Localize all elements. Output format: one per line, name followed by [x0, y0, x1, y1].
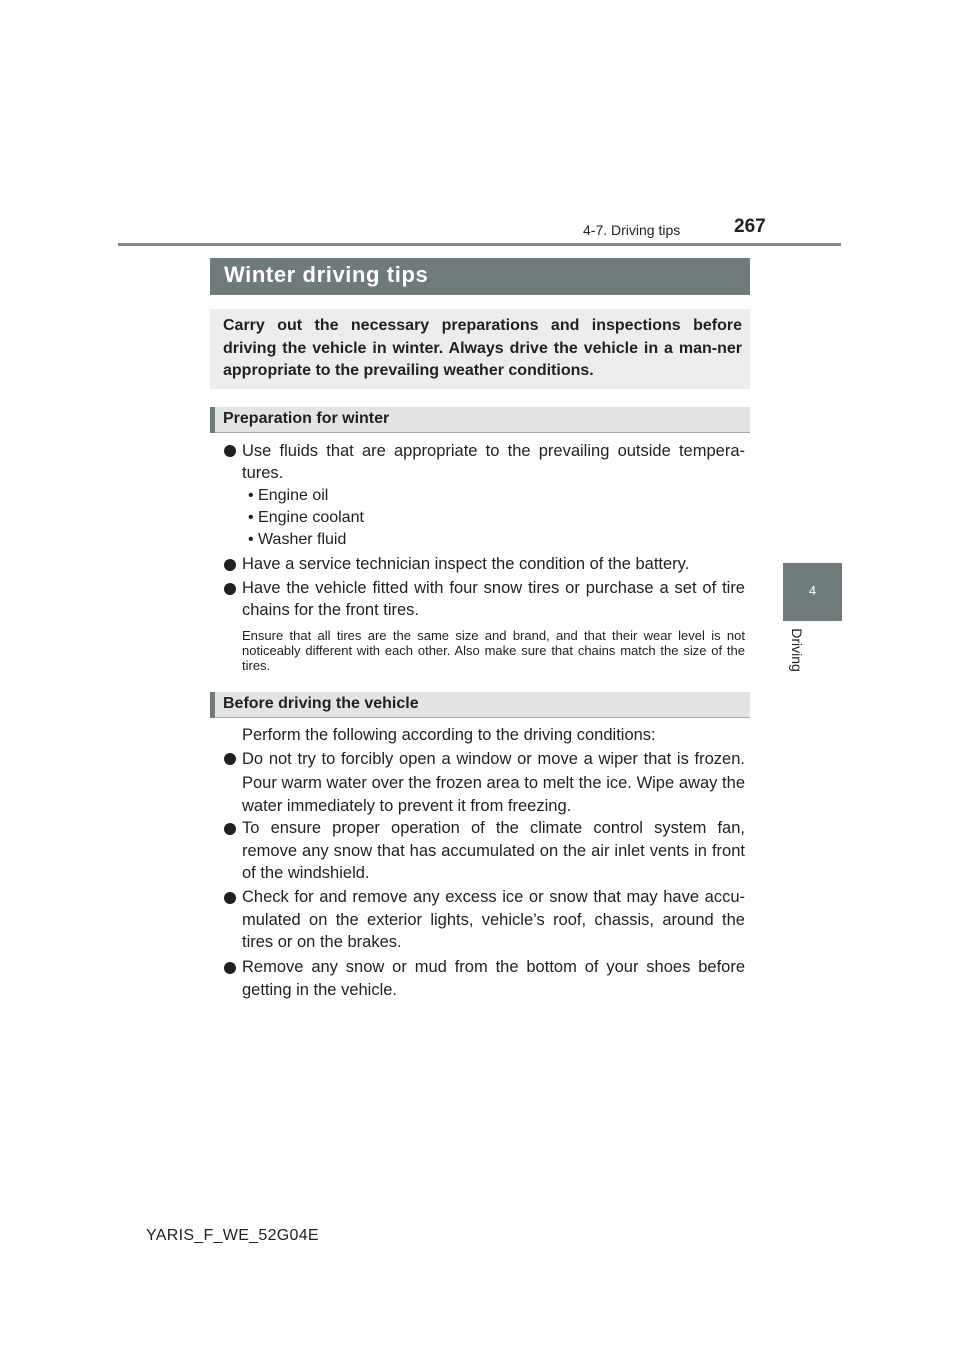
intro-text: Carry out the necessary preparations and inspections before driving the vehicle in winter. Always drive the vehicle in a man-ner appropriate to the prevailing weather conditions.	[223, 317, 742, 379]
prep-bullet-tires: Have the vehicle fitted with four snow tires or purchase a set of tire chains for the front tires.	[242, 579, 745, 619]
sub-item-engine-oil: • Engine oil	[248, 487, 329, 504]
bullet-icon	[224, 583, 236, 595]
before-driving-intro: Perform the following according to the driving conditions:	[242, 726, 656, 744]
subheading-preparation	[210, 407, 750, 433]
bullet-icon	[224, 962, 236, 974]
chapter-label: Driving	[789, 628, 805, 672]
before-bullet-climate: To ensure proper operation of the climate control system fan, remove any snow that has accumulated on the air inlet vents in front of the windshield.	[242, 819, 745, 882]
subheading-before-driving	[210, 692, 750, 718]
bullet-icon	[224, 753, 236, 765]
intro-box	[210, 309, 750, 389]
sub-item-engine-coolant: • Engine coolant	[248, 509, 364, 526]
subheading-bar	[210, 692, 215, 718]
bullet-icon	[224, 892, 236, 904]
page-number: 267	[734, 216, 766, 237]
main-heading	[210, 258, 750, 295]
before-bullet-shoes: Remove any snow or mud from the bottom of your shoes before getting in the vehicle.	[242, 958, 745, 999]
prep-bullet-battery: Have a service technician inspect the condition of the battery.	[242, 555, 690, 573]
prep-bullet-fluids: Use fluids that are appropriate to the prevailing outside tempera-tures.	[242, 442, 745, 482]
bullet-icon	[224, 445, 236, 457]
before-bullet-ice: Check for and remove any excess ice or snow that may have accu-mulated on the exterior lights, vehicle’s roof, chassis, around the tires or on the brakes.	[242, 888, 745, 951]
chapter-tab	[783, 563, 842, 621]
document-code: YARIS_F_WE_52G04E	[146, 1227, 319, 1244]
bullet-icon	[224, 559, 236, 571]
subheading-preparation-text: Preparation for winter	[223, 410, 390, 427]
section-title: 4-7. Driving tips	[583, 222, 681, 238]
prep-note: Ensure that all tires are the same size and brand, and that their wear level is not noticeably different with each other. Also make sure that chains match the size of the tires.	[242, 628, 745, 673]
sub-item-washer-fluid: • Washer fluid	[248, 531, 347, 548]
bullet-icon	[224, 823, 236, 835]
before-bullet-frozen: Do not try to forcibly open a window or move a wiper that is frozen. Pour warm water over the frozen area to melt the ice. Wipe away the water immediately to prevent it from freezing.	[242, 750, 745, 815]
page-header	[0, 0, 960, 260]
subheading-bar	[210, 407, 215, 433]
chapter-number: 4	[808, 583, 817, 598]
main-heading-text: Winter driving tips	[224, 262, 429, 287]
subheading-before-driving-text: Before driving the vehicle	[223, 695, 419, 712]
header-divider	[118, 243, 841, 246]
